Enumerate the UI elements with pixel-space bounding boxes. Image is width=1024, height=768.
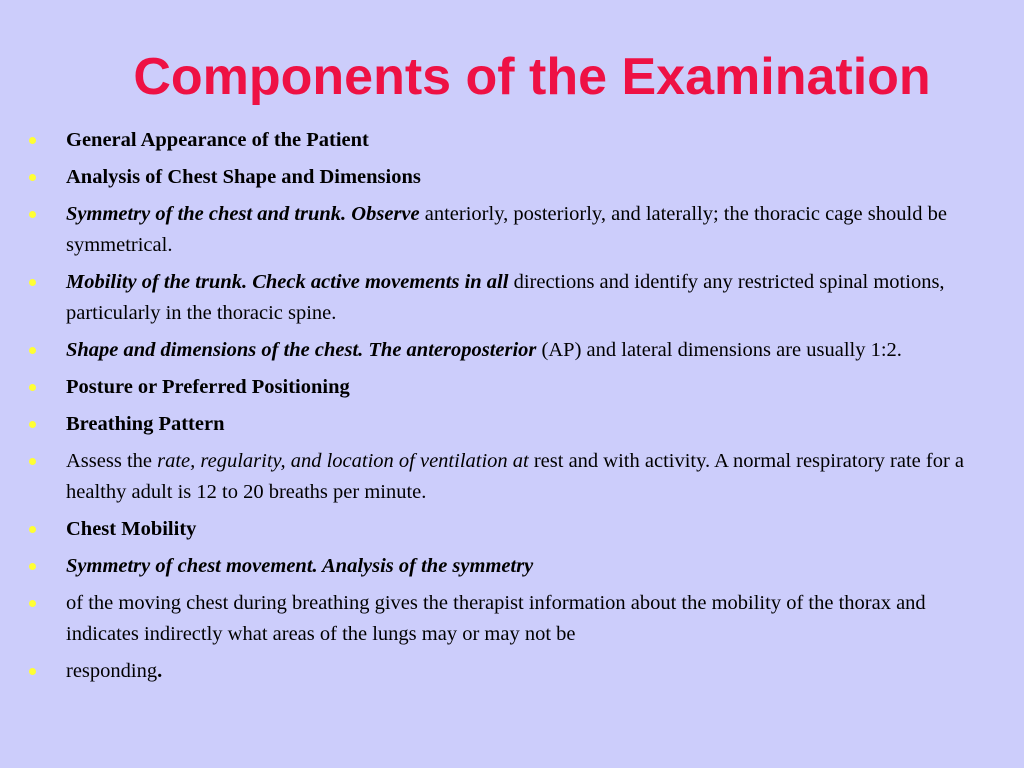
bullet-text-segment: rest and with activity. A normal respiratory rate for a healthy adult is 12 to 20 breaths per minute. [66, 450, 965, 503]
bullet-item [0, 162, 1024, 193]
bullet-text-segment: rate, regularity, and location of ventilation at [157, 450, 529, 472]
bullet-list [0, 125, 1024, 693]
bullet-item [0, 588, 1024, 650]
bullet-text-segment: Breathing Pattern [66, 413, 225, 435]
bullet-text-segment: Analysis of Chest Shape and Dimensions [66, 166, 421, 188]
bullet-text-segment: of the moving chest during breathing gives the therapist information about the mobility of the thorax and indicates indirectly what areas of the lungs may or may not be [66, 592, 926, 645]
bullet-dot-icon [29, 211, 36, 218]
bullet-item [0, 551, 1024, 582]
bullet-text-segment: Posture or Preferred Positioning [66, 376, 350, 398]
bullet-text-segment: Mobility of the trunk. Check active movements in all [66, 271, 509, 293]
slide-title: Components of the Examination [133, 48, 931, 106]
bullet-dot-icon [29, 137, 36, 144]
bullet-text-segment: directions and identify any restricted spinal motions, particularly in the thoracic spine. [66, 271, 945, 324]
bullet-item [0, 446, 1024, 508]
bullet-text-segment: Shape and dimensions of the chest. The anteroposterior [66, 339, 537, 361]
bullet-dot-icon [29, 668, 36, 675]
bullet-dot-icon [29, 279, 36, 286]
bullet-dot-icon [29, 458, 36, 465]
bullet-text-segment: Symmetry of the chest and trunk. Observe [66, 203, 420, 225]
bullet-text-segment: Chest Mobility [66, 518, 197, 540]
bullet-dot-icon [29, 174, 36, 181]
bullet-item [0, 372, 1024, 403]
bullet-dot-icon [29, 347, 36, 354]
bullet-dot-icon [29, 384, 36, 391]
bullet-text-segment: Assess the [66, 450, 158, 472]
bullet-dot-icon [29, 563, 36, 570]
bullet-item [0, 267, 1024, 329]
bullet-item [0, 335, 1024, 366]
bullet-item [0, 199, 1024, 261]
bullet-text-segment: Symmetry of chest movement. Analysis of the symmetry [66, 555, 534, 577]
bullet-text-segment: anteriorly, posteriorly, and laterally; the thoracic cage should be symmetrical. [66, 203, 947, 256]
bullet-item [0, 409, 1024, 440]
bullet-text-segment: responding [66, 660, 158, 682]
bullet-text-segment: General Appearance of the Patient [66, 129, 369, 151]
bullet-item [0, 125, 1024, 156]
bullet-text-segment: (AP) and lateral dimensions are usually 1:2. [536, 339, 902, 361]
bullet-item [0, 514, 1024, 545]
bullet-dot-icon [29, 600, 36, 607]
bullet-item [0, 656, 1024, 687]
bullet-text-segment: . [157, 660, 163, 682]
bullet-dot-icon [29, 421, 36, 428]
bullet-dot-icon [29, 526, 36, 533]
